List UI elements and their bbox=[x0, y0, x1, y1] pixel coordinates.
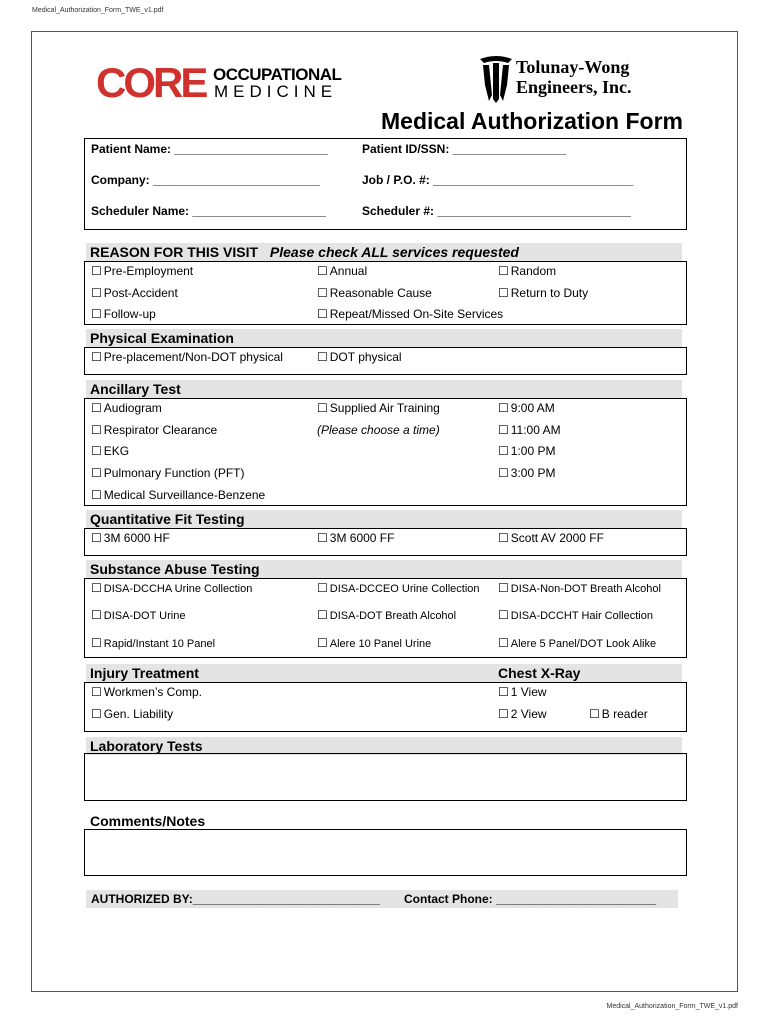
core-logo-medicine: MEDICINE bbox=[214, 82, 338, 101]
reason-heading: REASON FOR THIS VISIT bbox=[90, 244, 259, 260]
ancillary-section-header bbox=[86, 380, 682, 398]
comments-textarea[interactable] bbox=[84, 829, 687, 876]
option-label: 3:00 PM bbox=[510, 466, 556, 480]
ancillary-heading: Ancillary Test bbox=[90, 381, 181, 397]
option-label: EKG bbox=[103, 444, 130, 458]
checkbox-reasonable-cause[interactable] bbox=[317, 286, 432, 300]
checkbox-3pm[interactable] bbox=[498, 466, 555, 480]
choose-time-note: (Please choose a time) bbox=[317, 423, 440, 437]
checkbox-return-to-duty[interactable] bbox=[498, 286, 588, 300]
core-logo-text: CORE bbox=[96, 59, 206, 106]
option-label: 1 View bbox=[510, 685, 547, 699]
checkbox-audiogram[interactable] bbox=[91, 401, 162, 415]
checkbox-scott-av[interactable] bbox=[498, 531, 604, 545]
checkbox-icon: ☐ bbox=[317, 307, 328, 321]
option-label: DISA-DOT Urine bbox=[103, 610, 186, 622]
option-label: B reader bbox=[601, 707, 648, 721]
checkbox-icon: ☐ bbox=[317, 401, 328, 415]
checkbox-icon: ☐ bbox=[317, 636, 328, 650]
checkbox-preplacement[interactable] bbox=[91, 350, 283, 364]
checkbox-icon: ☐ bbox=[498, 685, 509, 699]
option-label: Annual bbox=[329, 264, 368, 278]
scheduler-name-field[interactable]: Scheduler Name: ____________________ bbox=[91, 204, 326, 218]
checkbox-icon: ☐ bbox=[91, 307, 102, 321]
comments-heading: Comments/Notes bbox=[90, 813, 206, 829]
checkbox-icon: ☐ bbox=[498, 286, 509, 300]
option-label: Workmen’s Comp. bbox=[103, 685, 203, 699]
option-label: 3M 6000 FF bbox=[329, 531, 395, 545]
checkbox-1pm[interactable] bbox=[498, 444, 555, 458]
option-label: Supplied Air Training bbox=[329, 401, 440, 415]
option-label: Gen. Liability bbox=[103, 707, 174, 721]
checkbox-icon: ☐ bbox=[589, 707, 600, 721]
checkbox-icon: ☐ bbox=[91, 286, 102, 300]
checkbox-icon: ☐ bbox=[91, 685, 102, 699]
authorized-by-field[interactable]: AUTHORIZED BY:____________________________ bbox=[91, 892, 380, 906]
option-label: Respirator Clearance bbox=[103, 423, 218, 437]
checkbox-icon: ☐ bbox=[498, 401, 509, 415]
checkbox-icon: ☐ bbox=[91, 264, 102, 278]
checkbox-icon: ☐ bbox=[498, 707, 509, 721]
checkbox-disa-dccha[interactable] bbox=[91, 581, 252, 595]
checkbox-b-reader[interactable] bbox=[589, 707, 648, 721]
checkbox-follow-up[interactable] bbox=[91, 307, 156, 321]
option-label: Rapid/Instant 10 Panel bbox=[103, 638, 216, 650]
tolunay-wong-name bbox=[516, 57, 632, 97]
option-label: 2 View bbox=[510, 707, 547, 721]
checkbox-icon: ☐ bbox=[91, 444, 102, 458]
lab-tests-textarea[interactable] bbox=[84, 753, 687, 801]
checkbox-supplied-air[interactable] bbox=[317, 401, 440, 415]
checkbox-repeat-missed[interactable] bbox=[317, 307, 503, 321]
checkbox-pft[interactable] bbox=[91, 466, 244, 480]
checkbox-3m-ff[interactable] bbox=[317, 531, 394, 545]
option-label: DISA-DCCHA Urine Collection bbox=[103, 583, 253, 595]
checkbox-icon: ☐ bbox=[317, 264, 328, 278]
checkbox-disa-dot-urine[interactable] bbox=[91, 608, 185, 622]
option-label: Reasonable Cause bbox=[329, 286, 432, 300]
checkbox-disa-non-dot-breath[interactable] bbox=[498, 581, 661, 595]
physical-heading: Physical Examination bbox=[90, 330, 234, 346]
checkbox-alere-5-panel[interactable] bbox=[498, 636, 656, 650]
option-label: DISA-DCCHT Hair Collection bbox=[510, 610, 653, 622]
option-label: Pre-placement/Non-DOT physical bbox=[103, 350, 283, 364]
checkbox-random[interactable] bbox=[498, 264, 556, 278]
checkbox-icon: ☐ bbox=[91, 608, 102, 622]
checkbox-1-view[interactable] bbox=[498, 685, 547, 699]
option-label: Follow-up bbox=[103, 307, 156, 321]
checkbox-annual[interactable] bbox=[317, 264, 367, 278]
patient-id-field[interactable]: Patient ID/SSN: _________________ bbox=[362, 142, 567, 156]
checkbox-icon: ☐ bbox=[317, 581, 328, 595]
checkbox-icon: ☐ bbox=[91, 531, 102, 545]
option-label: Medical Surveillance-Benzene bbox=[103, 488, 266, 502]
tw-name-line2: Engineers, Inc. bbox=[516, 77, 632, 97]
checkbox-icon: ☐ bbox=[498, 423, 509, 437]
option-label: DISA-DCCEO Urine Collection bbox=[329, 583, 480, 595]
option-label: DISA-Non-DOT Breath Alcohol bbox=[510, 583, 661, 595]
checkbox-9am[interactable] bbox=[498, 401, 555, 415]
checkbox-pre-employment[interactable] bbox=[91, 264, 193, 278]
scheduler-number-field[interactable]: Scheduler #: _____________________________ bbox=[362, 204, 631, 218]
core-logo-occupational: OCCUPATIONAL bbox=[213, 65, 342, 84]
checkbox-respirator[interactable] bbox=[91, 423, 217, 437]
injury-section-header bbox=[86, 664, 682, 682]
injury-heading: Injury Treatment bbox=[90, 665, 199, 681]
header-filename: Medical_Authorization_Form_TWE_v1.pdf bbox=[32, 7, 164, 14]
form-title: Medical Authorization Form bbox=[381, 108, 683, 134]
fit-section-header bbox=[86, 510, 682, 528]
checkbox-icon: ☐ bbox=[91, 466, 102, 480]
patient-name-field[interactable]: Patient Name: _______________________ bbox=[91, 142, 328, 156]
option-label: Audiogram bbox=[103, 401, 162, 415]
checkbox-icon: ☐ bbox=[498, 264, 509, 278]
checkbox-icon: ☐ bbox=[498, 636, 509, 650]
fit-heading: Quantitative Fit Testing bbox=[90, 511, 245, 527]
checkbox-icon: ☐ bbox=[91, 423, 102, 437]
checkbox-icon: ☐ bbox=[317, 350, 328, 364]
checkbox-icon: ☐ bbox=[91, 488, 102, 502]
checkbox-icon: ☐ bbox=[498, 466, 509, 480]
option-label: Alere 10 Panel Urine bbox=[329, 638, 432, 650]
tolunay-wong-logo-icon bbox=[477, 55, 515, 105]
checkbox-icon: ☐ bbox=[317, 608, 328, 622]
option-label: Post-Accident bbox=[103, 286, 178, 300]
checkbox-icon: ☐ bbox=[498, 444, 509, 458]
checkbox-2-view[interactable] bbox=[498, 707, 547, 721]
checkbox-icon: ☐ bbox=[91, 581, 102, 595]
reason-section-header bbox=[86, 243, 682, 261]
checkbox-icon: ☐ bbox=[498, 581, 509, 595]
checkbox-icon: ☐ bbox=[91, 707, 102, 721]
checkbox-icon: ☐ bbox=[91, 401, 102, 415]
substance-heading: Substance Abuse Testing bbox=[90, 561, 260, 577]
option-label: Pulmonary Function (PFT) bbox=[103, 466, 245, 480]
checkbox-workmens-comp[interactable] bbox=[91, 685, 202, 699]
checkbox-disa-dccht-hair[interactable] bbox=[498, 608, 653, 622]
company-field[interactable]: Company: _________________________ bbox=[91, 173, 320, 187]
checkbox-disa-dot-breath[interactable] bbox=[317, 608, 456, 622]
contact-phone-field[interactable]: Contact Phone: ________________________ bbox=[404, 892, 657, 906]
physical-section-header bbox=[86, 329, 682, 347]
tw-name-line1: Tolunay-Wong bbox=[516, 57, 630, 77]
checkbox-icon: ☐ bbox=[317, 531, 328, 545]
checkbox-3m-hf[interactable] bbox=[91, 531, 170, 545]
checkbox-icon: ☐ bbox=[91, 350, 102, 364]
option-label: Return to Duty bbox=[510, 286, 589, 300]
option-label: Repeat/Missed On-Site Services bbox=[329, 307, 504, 321]
option-label: 1:00 PM bbox=[510, 444, 556, 458]
checkbox-11am[interactable] bbox=[498, 423, 561, 437]
checkbox-rapid-10-panel[interactable] bbox=[91, 636, 215, 650]
lab-heading: Laboratory Tests bbox=[90, 738, 203, 754]
footer-filename: Medical_Authorization_Form_TWE_v1.pdf bbox=[606, 1003, 738, 1010]
checkbox-dot-physical[interactable] bbox=[317, 350, 402, 364]
option-label: DOT physical bbox=[329, 350, 402, 364]
option-label: Random bbox=[510, 264, 557, 278]
option-label: Alere 5 Panel/DOT Look Alike bbox=[510, 638, 657, 650]
checkbox-icon: ☐ bbox=[91, 636, 102, 650]
option-label: Pre-Employment bbox=[103, 264, 194, 278]
option-label: Scott AV 2000 FF bbox=[510, 531, 604, 545]
checkbox-disa-dcceo[interactable] bbox=[317, 581, 480, 595]
checkbox-alere-10-panel[interactable] bbox=[317, 636, 431, 650]
checkbox-icon: ☐ bbox=[498, 531, 509, 545]
option-label: 3M 6000 HF bbox=[103, 531, 170, 545]
option-label: DISA-DOT Breath Alcohol bbox=[329, 610, 457, 622]
substance-section-header bbox=[86, 560, 682, 578]
checkbox-gen-liability[interactable] bbox=[91, 707, 173, 721]
checkbox-icon: ☐ bbox=[317, 286, 328, 300]
xray-heading: Chest X-Ray bbox=[498, 665, 581, 681]
checkbox-post-accident[interactable] bbox=[91, 286, 178, 300]
checkbox-icon: ☐ bbox=[498, 608, 509, 622]
checkbox-benzene[interactable] bbox=[91, 488, 265, 502]
reason-note: Please check ALL services requested bbox=[269, 244, 519, 260]
checkbox-ekg[interactable] bbox=[91, 444, 129, 458]
option-label: 11:00 AM bbox=[510, 423, 561, 437]
option-label: 9:00 AM bbox=[510, 401, 555, 415]
job-po-field[interactable]: Job / P.O. #: ______________________________ bbox=[362, 173, 634, 187]
